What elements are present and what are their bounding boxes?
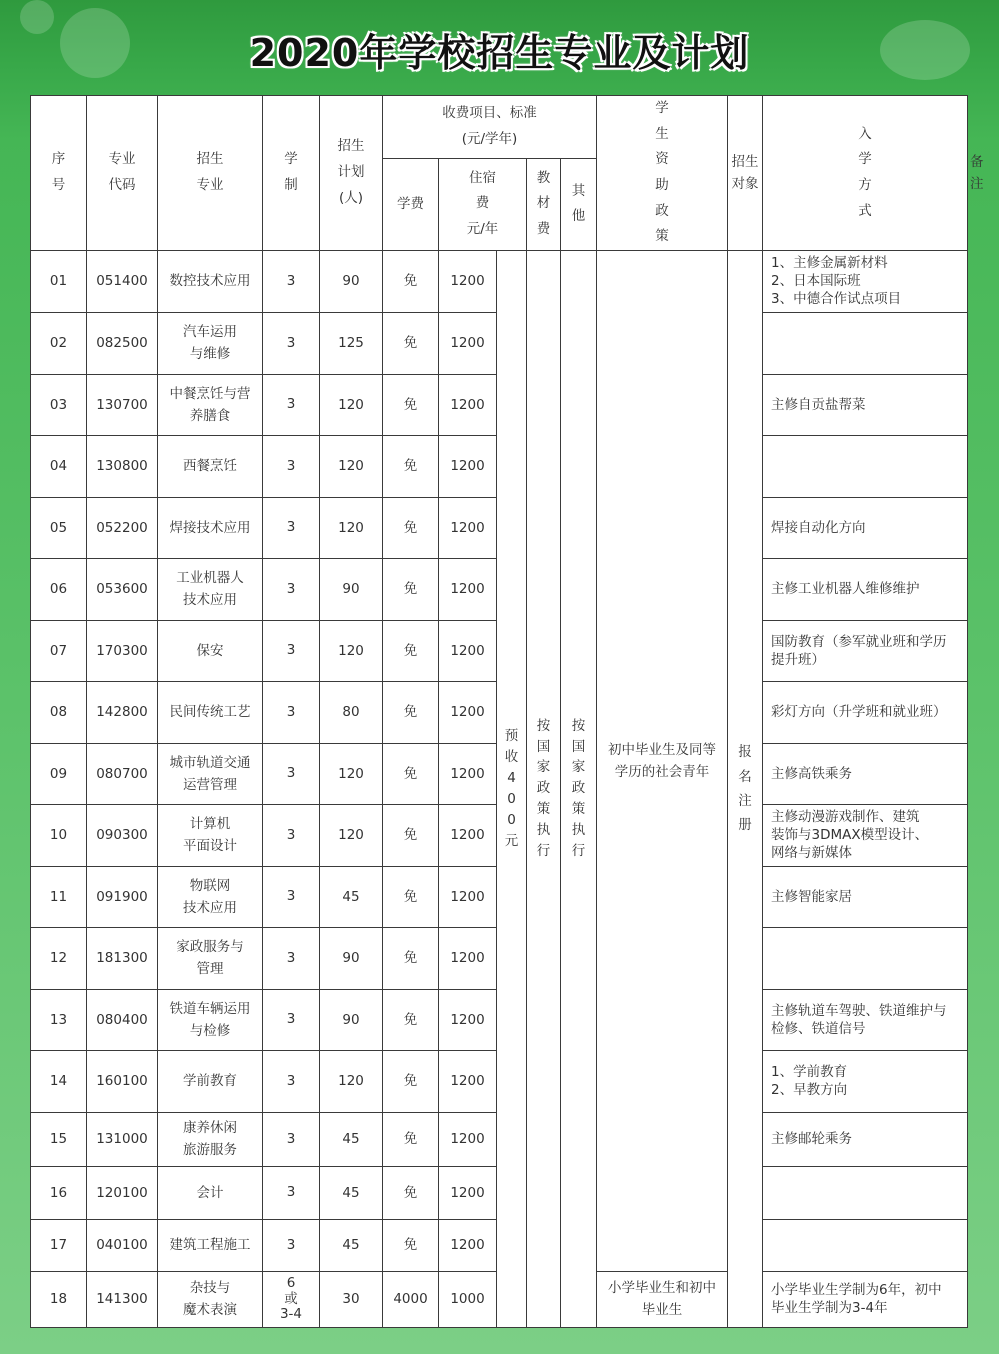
cell-line: 学历的社会青年: [614, 763, 710, 780]
cell-tuition: 免: [383, 989, 439, 1050]
cell-line: 3-4: [279, 1306, 303, 1323]
cell-line: 初中毕业生及同等: [608, 741, 717, 758]
cell-major: [158, 989, 263, 1050]
cell-notes: [763, 681, 968, 743]
cell-dorm: 1200: [439, 1112, 497, 1166]
cell-line: 养膳食: [189, 407, 231, 424]
cell-line: 6: [286, 1275, 296, 1292]
cell-line: 收费项目、标准: [442, 105, 537, 122]
cell-years: [263, 1271, 320, 1327]
cell-years: [263, 1112, 320, 1166]
cell-line: 招生: [337, 138, 365, 155]
cell-years: [263, 927, 320, 989]
cell-line: 技术应用: [183, 592, 237, 609]
cell-major: [158, 1050, 263, 1112]
cell-seq: 17: [31, 1219, 87, 1271]
cell-line: 中餐烹饪与营: [169, 385, 251, 402]
cell-dorm: 1200: [439, 250, 497, 312]
cell-tuition: 免: [383, 497, 439, 558]
cell-line: 4: [507, 769, 516, 786]
aid-merged: [561, 250, 597, 1327]
cell-notes: [763, 558, 968, 620]
header-seq: [31, 96, 87, 251]
cell-seq: 08: [31, 681, 87, 743]
cell-line: 3、中德合作试点项目: [771, 291, 902, 308]
cell-line: 3: [286, 1130, 296, 1147]
cell-line: 行: [536, 843, 551, 860]
cell-years: [263, 681, 320, 743]
cell-line: 3: [286, 1072, 296, 1089]
cell-tuition: 免: [383, 681, 439, 743]
cell-dorm: 1000: [439, 1271, 497, 1327]
cell-years: [263, 743, 320, 804]
cell-notes: [763, 435, 968, 497]
cell-line: 元: [504, 832, 519, 849]
cell-years: [263, 1050, 320, 1112]
cell-code: 130700: [87, 374, 158, 435]
cell-seq: 11: [31, 866, 87, 927]
cell-line: 执: [536, 822, 551, 839]
cell-tuition: 免: [383, 804, 439, 866]
cell-line: 策: [536, 801, 551, 818]
header-row: 序 号 专业 代码 招生 专业 学 制 招生 计划 (人) 收费项目、标准 (元/学年) 学 生 资 助 政 策 招生对象 入 学 方 式 备注: [31, 96, 968, 159]
cell-major: [158, 374, 263, 435]
cell-code: 170300: [87, 620, 158, 681]
cell-tuition: 免: [383, 374, 439, 435]
cell-line: 计算机: [189, 816, 231, 833]
cell-plan: 120: [320, 374, 383, 435]
cell-line: 序: [51, 151, 66, 168]
cell-dorm: 1200: [439, 1219, 497, 1271]
cell-line: 预: [504, 728, 519, 745]
cell-line: 策: [571, 801, 586, 818]
cell-line: 工业机器人: [176, 570, 244, 587]
cell-seq: 09: [31, 743, 87, 804]
cell-line: 代码: [108, 176, 136, 193]
cell-line: 小学毕业生和初中: [608, 1280, 717, 1297]
cell-notes: [763, 250, 968, 312]
cell-code: 053600: [87, 558, 158, 620]
cell-line: 学: [858, 151, 872, 168]
cell-seq: 10: [31, 804, 87, 866]
cell-dorm: 1200: [439, 927, 497, 989]
cell-line: 学: [284, 151, 298, 168]
cell-plan: 45: [320, 1166, 383, 1219]
cell-line: 专业: [196, 176, 224, 193]
cell-line: 国: [571, 738, 586, 755]
cell-plan: 90: [320, 558, 383, 620]
cell-tuition: 免: [383, 866, 439, 927]
cell-line: 或: [284, 1290, 298, 1307]
cell-dorm: 1200: [439, 989, 497, 1050]
cell-major: [158, 1166, 263, 1219]
header-years: [263, 96, 320, 251]
cell-line: 策: [655, 228, 669, 245]
cell-line: 1、学前教育: [771, 1064, 848, 1081]
cell-notes: [763, 1112, 968, 1166]
cell-major: [158, 558, 263, 620]
cell-line: 费: [475, 195, 490, 212]
cell-line: 专业: [108, 151, 136, 168]
cell-dorm: 1200: [439, 804, 497, 866]
cell-line: 2、日本国际班: [771, 273, 861, 290]
cell-seq: 16: [31, 1166, 87, 1219]
cell-line: 毕业生学制为3-4年: [771, 1300, 888, 1317]
cell-line: 收: [504, 749, 519, 765]
cell-seq: 13: [31, 989, 87, 1050]
cell-line: 铁道车辆运用: [169, 1000, 251, 1017]
cell-plan: 45: [320, 1112, 383, 1166]
cell-line: 主修自贡盐帮菜: [771, 396, 866, 413]
cell-dorm: 1200: [439, 312, 497, 374]
cell-line: 他: [571, 208, 586, 225]
cell-seq: 15: [31, 1112, 87, 1166]
cell-line: 会计: [196, 1184, 224, 1201]
cell-code: 082500: [87, 312, 158, 374]
cell-line: 西餐烹饪: [183, 458, 237, 475]
cell-line: 3: [286, 949, 296, 966]
cell-dorm: 1200: [439, 374, 497, 435]
cell-line: 制: [284, 176, 298, 193]
cell-years: [263, 558, 320, 620]
cell-tuition: 免: [383, 435, 439, 497]
cell-major: [158, 620, 263, 681]
cell-years: [263, 497, 320, 558]
cell-tuition: 免: [383, 1219, 439, 1271]
cell-code: 051400: [87, 250, 158, 312]
cell-line: 名: [738, 768, 752, 785]
cell-line: 国: [536, 738, 551, 755]
target-merged: [597, 250, 728, 1271]
cell-dorm: 1200: [439, 497, 497, 558]
cell-plan: 90: [320, 989, 383, 1050]
cell-plan: 120: [320, 620, 383, 681]
cell-line: 3: [286, 1184, 296, 1201]
cell-line: 家政服务与: [176, 939, 244, 956]
cell-seq: 12: [31, 927, 87, 989]
cell-line: 主修工业机器人维修维护: [771, 581, 920, 598]
cell-plan: 90: [320, 927, 383, 989]
cell-line: 按: [536, 717, 551, 734]
cell-line: 费: [536, 221, 551, 238]
cell-major: [158, 312, 263, 374]
cell-line: 焊接技术应用: [169, 519, 251, 536]
cell-major: [158, 250, 263, 312]
cell-line: 主修高铁乘务: [771, 765, 853, 782]
cell-line: 魔术表演: [183, 1302, 237, 1319]
cell-plan: 120: [320, 804, 383, 866]
cell-line: 康养休闲: [183, 1120, 237, 1137]
cell-line: 式: [858, 202, 872, 219]
cell-major: [158, 1219, 263, 1271]
cell-notes: [763, 1219, 968, 1271]
cell-line: 与检修: [189, 1022, 231, 1039]
cell-years: [263, 374, 320, 435]
cell-line: 3: [286, 703, 296, 720]
textbook-merged: [497, 250, 527, 1327]
cell-line: 行: [571, 843, 586, 860]
cell-tuition: 免: [383, 1050, 439, 1112]
cell-line: 政: [571, 780, 586, 797]
cell-dorm: 1200: [439, 681, 497, 743]
cell-years: [263, 989, 320, 1050]
cell-code: 091900: [87, 866, 158, 927]
header-textbook: [527, 158, 561, 250]
cell-dorm: 1200: [439, 620, 497, 681]
cell-dorm: 1200: [439, 743, 497, 804]
cell-years: [263, 620, 320, 681]
cell-line: 小学毕业生学制为6年，初中: [771, 1282, 942, 1299]
cell-plan: 120: [320, 497, 383, 558]
cell-line: 3: [286, 765, 296, 782]
cell-line: 助: [655, 176, 669, 193]
cell-line: 数控技术应用: [169, 273, 251, 290]
cell-major: [158, 1112, 263, 1166]
cell-line: 主修轨道车驾驶、铁道维护与: [771, 1002, 947, 1019]
cell-years: [263, 804, 320, 866]
cell-line: 装饰与3DMAX模型设计、: [771, 827, 929, 844]
cell-line: 招生: [196, 151, 224, 168]
cell-line: 物联网: [189, 877, 231, 894]
cell-seq: 14: [31, 1050, 87, 1112]
header-other: [561, 158, 597, 250]
cell-line: 毕业生: [641, 1302, 683, 1319]
cell-plan: 80: [320, 681, 383, 743]
header-code: [87, 96, 158, 251]
cell-major: [158, 743, 263, 804]
header-plan: [320, 96, 383, 251]
cell-line: 按: [571, 717, 586, 734]
cell-line: 3: [286, 1011, 296, 1028]
cell-seq: 03: [31, 374, 87, 435]
cell-notes: [763, 620, 968, 681]
cell-line: 其: [571, 182, 586, 199]
cell-notes: [763, 312, 968, 374]
cell-line: 杂技与: [189, 1280, 231, 1297]
cell-line: 家: [536, 759, 551, 776]
cell-dorm: 1200: [439, 558, 497, 620]
cell-line: 焊接自动化方向: [771, 519, 866, 536]
cell-line: 城市轨道交通: [169, 754, 251, 771]
cell-line: 建筑工程施工: [169, 1237, 251, 1254]
cell-notes: [763, 743, 968, 804]
cell-line: 3: [286, 888, 296, 905]
cell-line: 3: [286, 1236, 296, 1253]
cell-years: [263, 1166, 320, 1219]
cell-line: 方: [858, 176, 872, 193]
page-title: 2020年学校招生专业及计划: [249, 31, 750, 75]
cell-line: 彩灯方向（升学班和就业班）: [771, 704, 947, 721]
cell-line: 报: [738, 744, 752, 761]
cell-notes: [763, 1271, 968, 1327]
cell-seq: 18: [31, 1271, 87, 1327]
header-tuition: 学费: [383, 158, 439, 250]
other-merged: [527, 250, 561, 1327]
header-aid: [597, 96, 728, 251]
cell-line: (元/学年): [461, 130, 518, 147]
cell-line: 元/年: [466, 221, 499, 238]
cell-dorm: 1200: [439, 1050, 497, 1112]
header-major: [158, 96, 263, 251]
cell-tuition: 免: [383, 250, 439, 312]
cell-line: 注: [738, 792, 752, 809]
cell-line: 家: [571, 759, 586, 776]
cell-notes: [763, 374, 968, 435]
cell-line: 执: [571, 822, 586, 839]
cell-years: [263, 250, 320, 312]
header-fees-group: [383, 96, 597, 159]
cell-plan: 45: [320, 1219, 383, 1271]
header-target: 招生对象: [728, 96, 763, 251]
cell-code: 052200: [87, 497, 158, 558]
cell-major: [158, 1271, 263, 1327]
cell-major: [158, 435, 263, 497]
cell-code: 142800: [87, 681, 158, 743]
cell-years: [263, 866, 320, 927]
cell-major: [158, 497, 263, 558]
cell-dorm: 1200: [439, 435, 497, 497]
cell-code: 080400: [87, 989, 158, 1050]
cell-major: [158, 804, 263, 866]
cell-line: 0: [507, 811, 516, 828]
cell-dorm: 1200: [439, 1166, 497, 1219]
cell-plan: 45: [320, 866, 383, 927]
cell-line: 3: [286, 519, 296, 536]
cell-line: 检修、铁道信号: [771, 1020, 866, 1037]
cell-line: 运营管理: [183, 776, 237, 793]
cell-plan: 120: [320, 435, 383, 497]
cell-line: 2、早教方向: [771, 1082, 848, 1099]
header-admission: [763, 96, 968, 251]
cell-line: 主修智能家居: [771, 888, 853, 905]
cell-line: 3: [286, 396, 296, 413]
cell-line: 学前教育: [183, 1073, 237, 1090]
cell-plan: 125: [320, 312, 383, 374]
cell-years: [263, 1219, 320, 1271]
cell-line: 与维修: [189, 346, 231, 363]
cell-line: 汽车运用: [183, 324, 237, 341]
cell-line: 主修动漫游戏制作、建筑: [771, 809, 920, 826]
cell-line: 平面设计: [183, 838, 237, 855]
cell-line: (人): [338, 189, 364, 206]
cell-tuition: 4000: [383, 1271, 439, 1327]
cell-line: 3: [286, 580, 296, 597]
cell-tuition: 免: [383, 312, 439, 374]
cell-tuition: 免: [383, 743, 439, 804]
cell-line: 技术应用: [183, 899, 237, 916]
cell-line: 教: [536, 169, 551, 186]
cell-line: 提升班）: [771, 651, 826, 668]
cell-code: 160100: [87, 1050, 158, 1112]
admission-merged: [728, 250, 763, 1327]
cell-line: 材: [536, 195, 551, 212]
cell-line: 民间传统工艺: [169, 704, 251, 721]
cell-line: 国防教育（参军就业班和学历: [771, 633, 947, 650]
cell-major: [158, 681, 263, 743]
cell-tuition: 免: [383, 558, 439, 620]
cell-code: 080700: [87, 743, 158, 804]
cell-plan: 120: [320, 743, 383, 804]
cell-line: 3: [286, 457, 296, 474]
cell-line: 保安: [196, 642, 224, 659]
cell-years: [263, 435, 320, 497]
cell-code: 040100: [87, 1219, 158, 1271]
cell-line: 网络与新媒体: [771, 845, 853, 862]
cell-plan: 30: [320, 1271, 383, 1327]
cell-dorm: 1200: [439, 866, 497, 927]
cell-code: 141300: [87, 1271, 158, 1327]
cell-line: 0: [507, 790, 516, 807]
cell-line: 住宿: [469, 169, 496, 186]
cell-line: 号: [51, 176, 66, 193]
cell-line: 资: [655, 151, 669, 168]
cell-line: 3: [286, 826, 296, 843]
cell-line: 学: [655, 100, 669, 116]
cell-notes: [763, 804, 968, 866]
cell-line: 3: [286, 272, 296, 289]
cell-line: 主修邮轮乘务: [771, 1131, 853, 1148]
cell-line: 1、主修金属新材料: [771, 255, 888, 272]
cell-tuition: 免: [383, 1112, 439, 1166]
cell-seq: 01: [31, 250, 87, 312]
cell-major: [158, 866, 263, 927]
cell-line: 3: [286, 642, 296, 659]
cell-plan: 120: [320, 1050, 383, 1112]
cell-code: 131000: [87, 1112, 158, 1166]
enrollment-table: [30, 95, 984, 1328]
target-last: [597, 1271, 728, 1327]
cell-line: 生: [655, 125, 669, 142]
cell-seq: 07: [31, 620, 87, 681]
cell-line: 入: [858, 125, 872, 142]
cell-notes: [763, 989, 968, 1050]
cell-seq: 05: [31, 497, 87, 558]
cell-seq: 02: [31, 312, 87, 374]
cell-notes: [763, 1050, 968, 1112]
cell-tuition: 免: [383, 1166, 439, 1219]
cell-years: [263, 312, 320, 374]
cell-line: 计划: [337, 164, 365, 181]
cell-code: 090300: [87, 804, 158, 866]
cell-line: 管理: [196, 961, 224, 978]
cell-code: 130800: [87, 435, 158, 497]
cell-line: 册: [738, 817, 752, 834]
cell-notes: [763, 497, 968, 558]
cell-seq: 04: [31, 435, 87, 497]
cell-tuition: 免: [383, 620, 439, 681]
cell-plan: 90: [320, 250, 383, 312]
cell-line: 政: [536, 780, 551, 797]
cell-notes: [763, 1166, 968, 1219]
cell-notes: [763, 866, 968, 927]
cell-major: [158, 927, 263, 989]
cell-notes: [763, 927, 968, 989]
cell-line: 3: [286, 334, 296, 351]
cell-code: 181300: [87, 927, 158, 989]
cell-line: 政: [655, 202, 669, 219]
cell-seq: 06: [31, 558, 87, 620]
table-row: [31, 250, 968, 312]
cell-line: 旅游服务: [183, 1142, 237, 1159]
cell-tuition: 免: [383, 927, 439, 989]
header-dorm: [439, 158, 527, 250]
cell-code: 120100: [87, 1166, 158, 1219]
